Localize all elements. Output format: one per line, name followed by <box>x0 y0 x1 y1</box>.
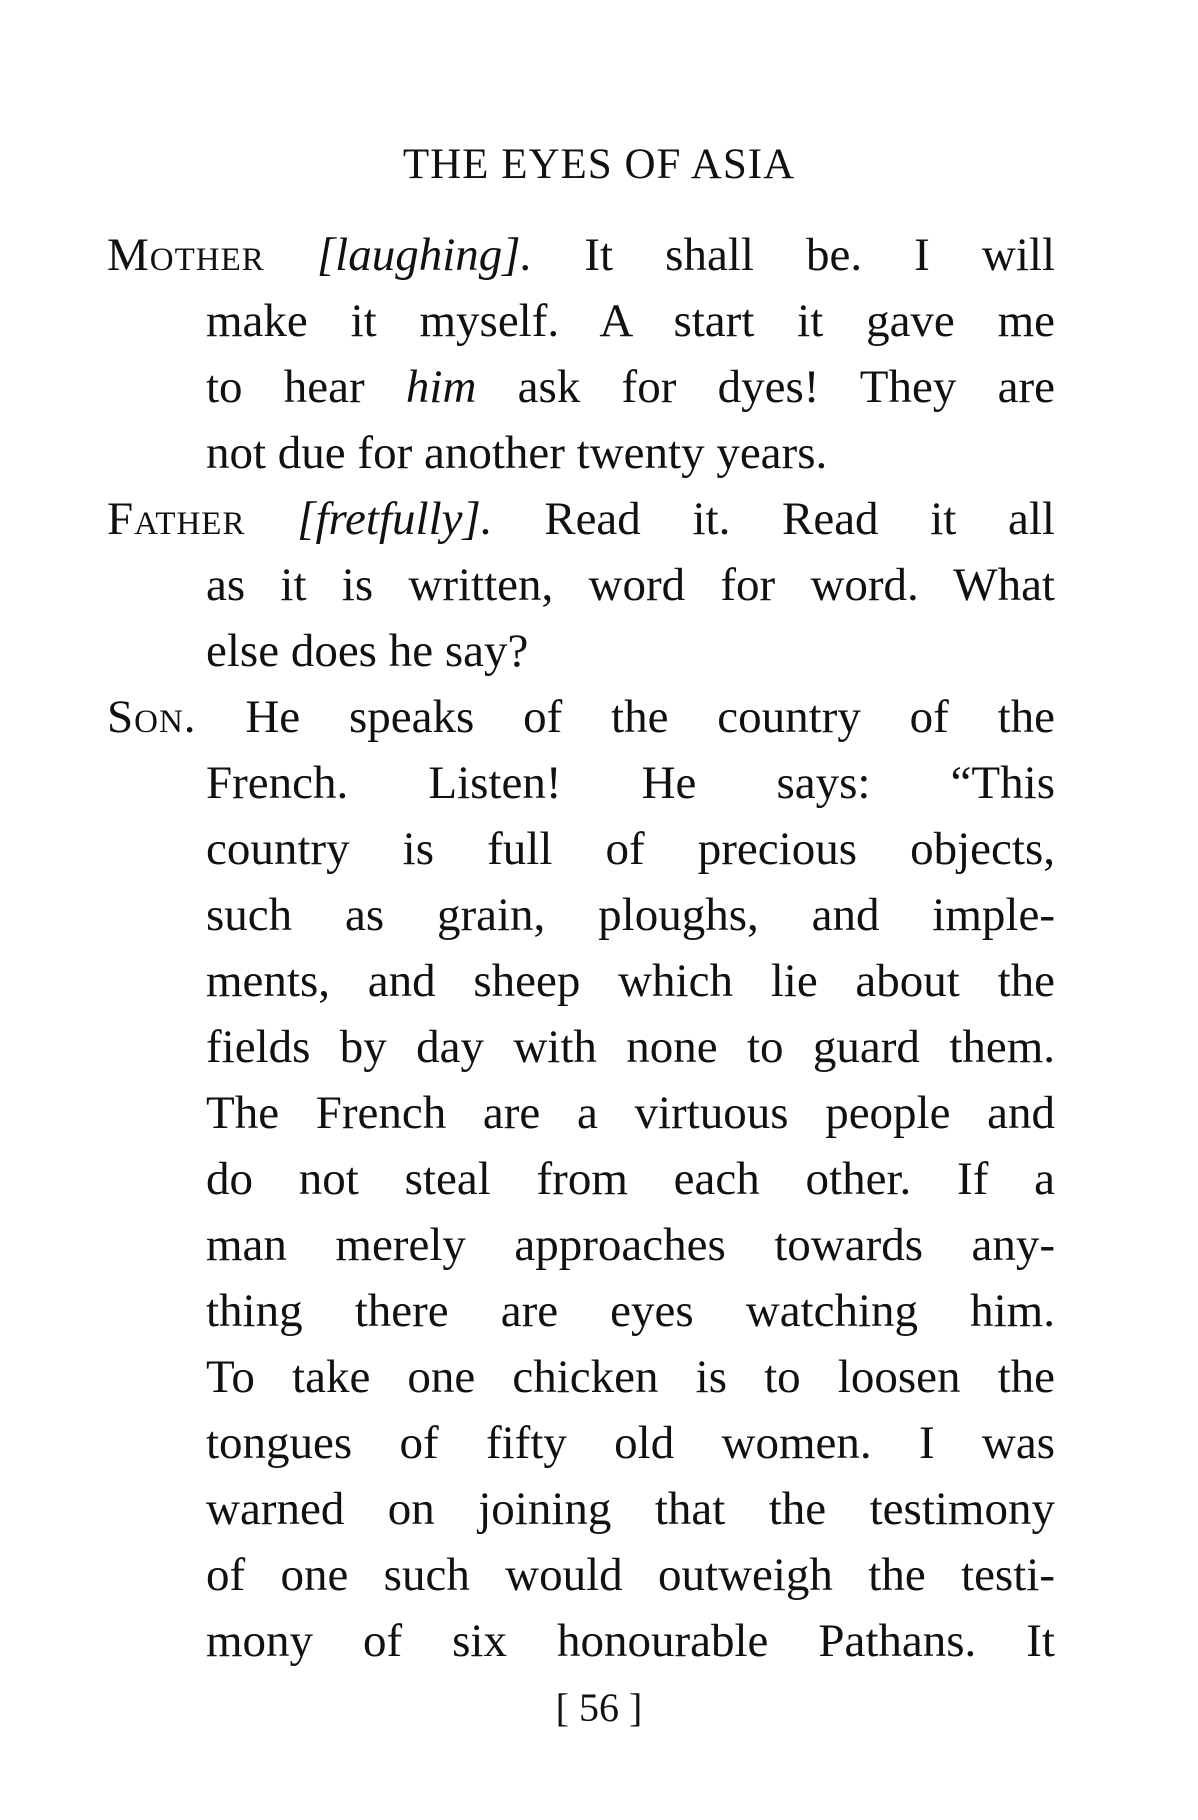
stage-direction: [fretfully]. <box>297 493 493 545</box>
text-line: man merely approaches towards any- <box>206 1219 1055 1271</box>
speaker-name: Son. <box>107 691 197 743</box>
text-line: tongues of fifty old women. I was <box>206 1417 1055 1469</box>
text-line: fields by day with none to guard them. <box>206 1021 1055 1073</box>
text-line: else does he say? <box>206 625 529 677</box>
text-line: French. Listen! He says: “This <box>206 757 1055 809</box>
line-text: It shall be. I will <box>532 229 1056 281</box>
text-line: ments, and sheep which lie about the <box>206 955 1055 1007</box>
text-line: country is full of precious objects, <box>206 823 1055 875</box>
line-text: Read it. Read it all <box>492 493 1055 545</box>
text-line: warned on joining that the testimony <box>206 1483 1055 1535</box>
text-line: The French are a virtuous people and <box>206 1087 1055 1139</box>
speech-line <box>107 684 1055 750</box>
page-number: [ 56 ] <box>555 1685 643 1730</box>
emphasis: him <box>405 361 477 413</box>
speech-line <box>107 222 1055 288</box>
text-line: such as grain, ploughs, and imple- <box>206 889 1055 941</box>
dialogue-text <box>107 222 1055 1674</box>
text-line: To take one chicken is to loosen the <box>206 1351 1055 1403</box>
text-line: not due for another twenty years. <box>206 427 828 479</box>
line-text: to hear <box>206 361 406 413</box>
speaker-name: Mother <box>107 229 265 281</box>
text-line: thing there are eyes watching him. <box>206 1285 1055 1337</box>
text-line: make it myself. A start it gave me <box>206 295 1055 347</box>
text-line: do not steal from each other. If a <box>206 1153 1055 1205</box>
running-head: THE EYES OF ASIA <box>402 141 796 188</box>
stage-direction: [laughing]. <box>316 229 533 281</box>
text-line: mony of six honourable Pathans. It <box>206 1615 1055 1667</box>
speech-line <box>107 486 1055 552</box>
line-text: He speaks of the country of the <box>196 691 1055 743</box>
text-line: of one such would outweigh the testi- <box>206 1549 1055 1601</box>
line-text: ask for dyes! They are <box>476 361 1055 413</box>
text-line <box>107 354 1055 420</box>
text-line: as it is written, word for word. What <box>206 559 1055 611</box>
speaker-name: Father <box>107 493 246 545</box>
